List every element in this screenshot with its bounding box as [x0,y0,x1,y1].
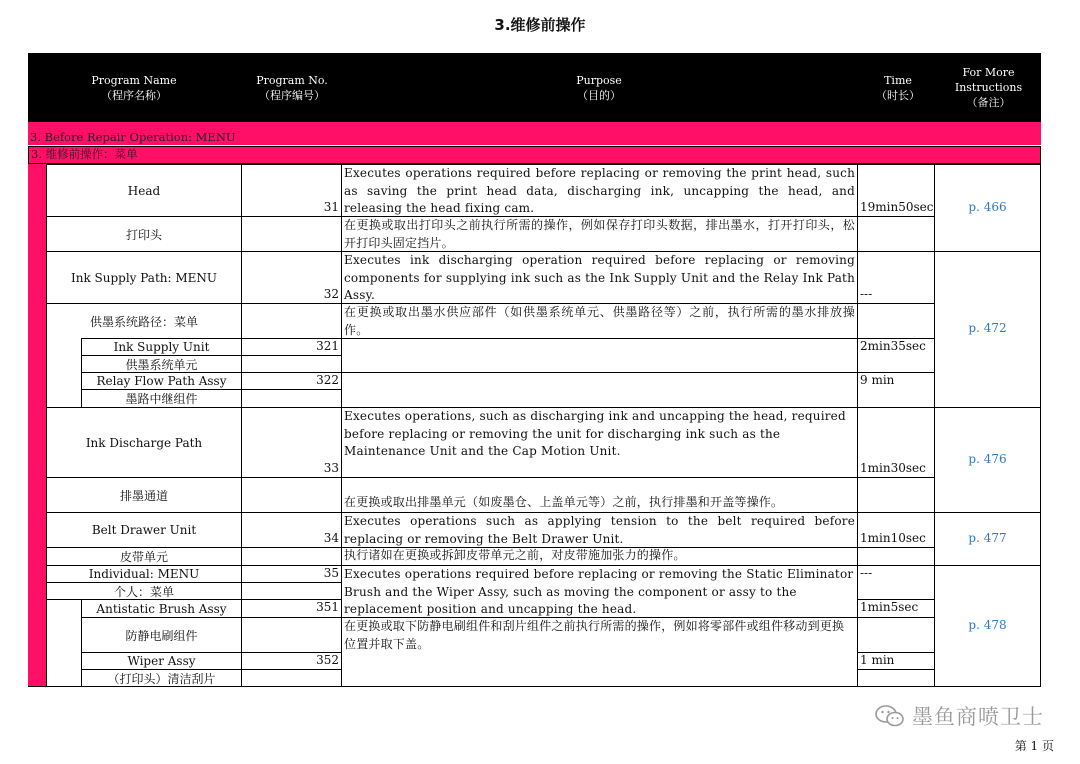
program-name-belt-drawer-zh: 皮带单元 [119,550,168,564]
program-name-ink-supply-unit-zh: 供墨系统单元 [125,357,198,372]
purpose-text: Executes ink discharging operation required before replacing or removing components for supplying ink such as the Ink Supply Unit and the Relay Ink Path Assy. [344,253,855,302]
program-name-antistatic-brush-zh: 防静电刷组件 [125,628,198,643]
grid-line [934,164,935,687]
purpose-text-zh: 在更换或取出墨水供应部件（如供墨系统单元、供墨路径等）之前，执行所需的墨水排放操作。 [344,305,855,337]
program-no: 351 [316,600,339,614]
watermark [875,701,1044,731]
page-reference-link[interactable]: p. 472 [968,321,1007,335]
wechat-icon [875,705,912,729]
purpose-text-zh: 执行诸如在更换或拆卸皮带单元之前，对皮带施加张力的操作。 [344,548,686,562]
program-no: 33 [323,461,339,475]
program-name-ink-supply: Ink Supply Path: MENU [70,270,218,285]
grid-line [857,669,935,670]
page-reference-link[interactable]: p. 478 [968,618,1007,632]
program-no: 32 [323,287,339,301]
purpose-text-zh: 在更换或取出排墨单元（如废墨仓、上盖单元等）之前，执行排墨和开盖等操作。 [344,495,784,509]
time-value: 1min5sec [860,600,919,614]
program-name-wiper-assy-zh: （打印头）清洁刮片 [107,671,216,686]
program-no: 31 [323,200,339,214]
header-time: Time （时长） [876,74,920,102]
section-title-en: 3. Before Repair Operation: MENU [28,122,1041,145]
program-name-ink-supply-zh: 供墨系统路径：菜单 [89,314,198,329]
header-program-name: Program Name （程序名称） [91,74,177,102]
page-reference-link[interactable]: p. 476 [968,452,1007,466]
program-no: 321 [316,339,339,353]
header-program-no: Program No. （程序编号） [256,74,328,102]
time-value: 1 min [860,653,895,667]
program-name-ink-discharge-zh: 排墨通道 [119,488,168,503]
time-value: --- [860,566,873,580]
time-value: 19min50sec [860,200,934,214]
purpose-text: Executes operations required before replacing or removing the print head, such as saving the print head data, discharging ink, uncapping the head, and releasing the head fixing cam. [344,166,855,215]
header-purpose: Purpose （目的） [576,74,622,102]
program-no: 34 [323,531,339,545]
time-value: 2min35sec [860,339,926,353]
purpose-text: Executes operations such as applying tension to the belt required before replacing or removing the Belt Drawer Unit. [344,514,855,546]
page-reference-link[interactable]: p. 477 [968,531,1007,545]
program-name-ink-supply-unit: Ink Supply Unit [113,340,210,354]
program-no: 352 [316,653,339,667]
program-no: 35 [323,566,339,580]
program-name-head-zh: 打印头 [125,227,162,242]
program-name-relay-flow-path-zh: 墨路中继组件 [125,392,198,406]
page-number: 第 1 页 [1014,739,1054,753]
page-reference-link[interactable]: p. 466 [968,200,1007,214]
program-name-belt-drawer: Belt Drawer Unit [91,523,197,537]
purpose-text: Executes operations, such as discharging ink and uncapping the head, required before replacing or removing the unit for discharging ink such as the Maintenance Unit and the Cap Motion Unit. [344,409,846,458]
grid-line [1040,407,1041,565]
program-name-antistatic-brush: Antistatic Brush Assy [96,601,227,616]
program-name-ink-discharge: Ink Discharge Path [85,435,203,450]
watermark-text: 墨鱼商喷卫士 [912,705,1044,729]
program-name-individual-zh: 个人：菜单 [113,584,174,599]
grid-line [1040,565,1041,687]
time-value: 1min30sec [860,461,926,475]
time-value: 9 min [860,373,895,387]
program-no: 322 [316,373,339,387]
grid-line [857,617,935,618]
program-name-wiper-assy: Wiper Assy [127,654,196,668]
time-value: 1min10sec [860,531,926,545]
program-name-head: Head [127,183,161,198]
section-indent-bar [28,164,46,687]
program-name-individual: Individual: MENU [88,567,200,581]
purpose-text-zh: 在更换或取出打印头之前执行所需的操作，例如保存打印头数据，排出墨水，打开打印头，松开打印头固定挡片。 [344,218,855,250]
purpose-text: Executes operations required before replacing or removing the Static Eliminator Brush and the Wiper Assy, such as moving the component or assy to the replacement position and uncapping the head. [344,567,854,616]
header-more-instructions: For More Instructions （备注） [954,66,1023,109]
grid-line [1040,164,1041,407]
section-title-zh: 3. 维修前操作：菜单 [28,146,1041,164]
program-name-relay-flow-path: Relay Flow Path Assy [96,374,227,388]
purpose-text-zh: 在更换或取下防静电刷组件和刮片组件之前执行所需的操作，例如将零部件或组件移动到更换位置并取下盖。 [344,619,845,651]
time-value: --- [860,287,873,301]
page-title: 3.维修前操作 [494,16,586,34]
